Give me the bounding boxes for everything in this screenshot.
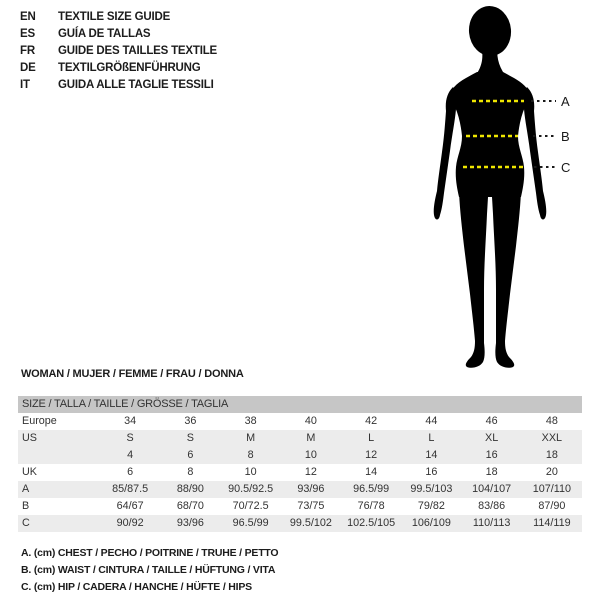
size-cell: 44 [425, 415, 438, 427]
size-cell: 106/109 [411, 517, 451, 529]
lang-row-fr [20, 43, 217, 60]
size-cell: 102.5/105 [347, 517, 396, 529]
lang-code: EN [20, 11, 36, 23]
size-cell: 4 [127, 449, 134, 461]
row-label: Europe [22, 415, 57, 427]
lang-row-en [20, 9, 217, 26]
size-cell: 34 [124, 415, 137, 427]
silhouette-torso [451, 72, 529, 197]
size-cell: 96.5/99 [353, 483, 390, 495]
table-row [18, 430, 582, 447]
row-label: UK [22, 466, 37, 478]
table-row [18, 413, 582, 430]
size-cell: 76/78 [357, 500, 385, 512]
silhouette-left-leg [459, 192, 488, 368]
row-label: C [22, 517, 30, 529]
size-cell: 99.5/103 [410, 483, 453, 495]
lang-code: FR [20, 45, 35, 57]
size-cell: 16 [425, 466, 438, 478]
row-label: A [22, 483, 30, 495]
size-cell: 70/72.5 [232, 500, 269, 512]
size-cell: 6 [187, 449, 194, 461]
size-cell: 68/70 [176, 500, 204, 512]
lang-code: DE [20, 62, 36, 74]
size-cell: 18 [545, 449, 558, 461]
size-cell: S [186, 432, 194, 444]
table-row [18, 515, 582, 532]
size-cell: 85/87.5 [112, 483, 149, 495]
row-label [18, 447, 100, 464]
gender-heading: WOMAN / MUJER / FEMME / FRAU / DONNA [21, 368, 244, 380]
language-title-list [20, 9, 217, 94]
size-cell: 114/119 [533, 517, 571, 529]
size-cell: 42 [365, 415, 378, 427]
table-row [18, 498, 582, 515]
size-cell: 93/96 [176, 517, 204, 529]
size-cell: 96.5/99 [232, 517, 269, 529]
size-cell: M [246, 432, 256, 444]
measurement-legend [21, 545, 278, 596]
size-cell: 12 [365, 449, 378, 461]
size-table [18, 396, 582, 532]
lang-title: GUÍA DE TALLAS [58, 28, 151, 40]
lang-row-it [20, 77, 217, 94]
table-row [18, 447, 582, 464]
silhouette-left-arm [434, 87, 457, 220]
size-cell: 20 [545, 466, 558, 478]
size-cell: 8 [187, 466, 194, 478]
size-cell: 46 [485, 415, 498, 427]
size-table-header: SIZE / TALLA / TAILLE / GRÖSSE / TAGLIA [18, 396, 582, 413]
size-cell: 40 [304, 415, 317, 427]
size-cell: 16 [485, 449, 498, 461]
size-cell: 90/92 [116, 517, 144, 529]
size-cell: 36 [184, 415, 197, 427]
size-cell: 110/113 [472, 517, 511, 529]
row-label: US [22, 432, 37, 444]
marker-letter-a: A [561, 94, 570, 109]
size-cell: 10 [244, 466, 257, 478]
size-cell: 6 [127, 466, 134, 478]
marker-letter-b: B [561, 129, 570, 144]
legend-line-waist: B. (cm) WAIST / CINTURA / TAILLE / HÜFTUNG / VITA [21, 564, 276, 576]
size-cell: 12 [304, 466, 317, 478]
size-cell: 10 [304, 449, 317, 461]
size-cell: 99.5/102 [289, 517, 332, 529]
size-cell: 104/107 [472, 483, 512, 495]
size-cell: M [306, 432, 316, 444]
woman-silhouette-figure [400, 0, 600, 378]
silhouette-right-arm [524, 87, 547, 220]
size-cell: 83/86 [478, 500, 506, 512]
size-cell: 93/96 [297, 483, 325, 495]
size-cell: 48 [545, 415, 558, 427]
size-cell: XL [485, 432, 499, 444]
woman-silhouette [434, 4, 547, 368]
size-cell: 14 [365, 466, 378, 478]
silhouette-right-leg [492, 192, 521, 368]
lang-code: ES [20, 28, 35, 40]
lang-title: TEXTILGRÖßENFÜHRUNG [58, 62, 201, 74]
lang-title: GUIDA ALLE TAGLIE TESSILI [58, 79, 214, 91]
size-cell: L [428, 432, 435, 444]
size-cell: 90.5/92.5 [228, 483, 274, 495]
size-cell: XXL [541, 432, 563, 444]
size-cell: S [126, 432, 134, 444]
size-cell: 38 [244, 415, 257, 427]
lang-title: GUIDE DES TAILLES TEXTILE [58, 45, 217, 57]
legend-line-hip: C. (cm) HIP / CADERA / HANCHE / HÜFTE / HIPS [21, 581, 252, 593]
table-row [18, 481, 582, 498]
row-label: B [22, 500, 30, 512]
size-cell: 14 [425, 449, 438, 461]
lang-title: TEXTILE SIZE GUIDE [58, 11, 171, 23]
size-cell: 18 [485, 466, 498, 478]
marker-letter-c: C [561, 160, 571, 175]
lang-row-es [20, 26, 217, 43]
table-row [18, 464, 582, 481]
size-cell: 79/82 [417, 500, 445, 512]
size-table-rows [18, 413, 582, 532]
size-cell: 8 [247, 449, 254, 461]
lang-code: IT [20, 79, 30, 91]
size-cell: 73/75 [297, 500, 325, 512]
size-cell: 64/67 [116, 500, 144, 512]
legend-line-chest: A. (cm) CHEST / PECHO / POITRINE / TRUHE / PETTO [21, 547, 279, 559]
size-cell: 88/90 [176, 483, 204, 495]
size-cell: L [368, 432, 375, 444]
size-cell: 87/90 [538, 500, 566, 512]
size-cell: 107/110 [532, 483, 571, 495]
lang-row-de [20, 60, 217, 77]
